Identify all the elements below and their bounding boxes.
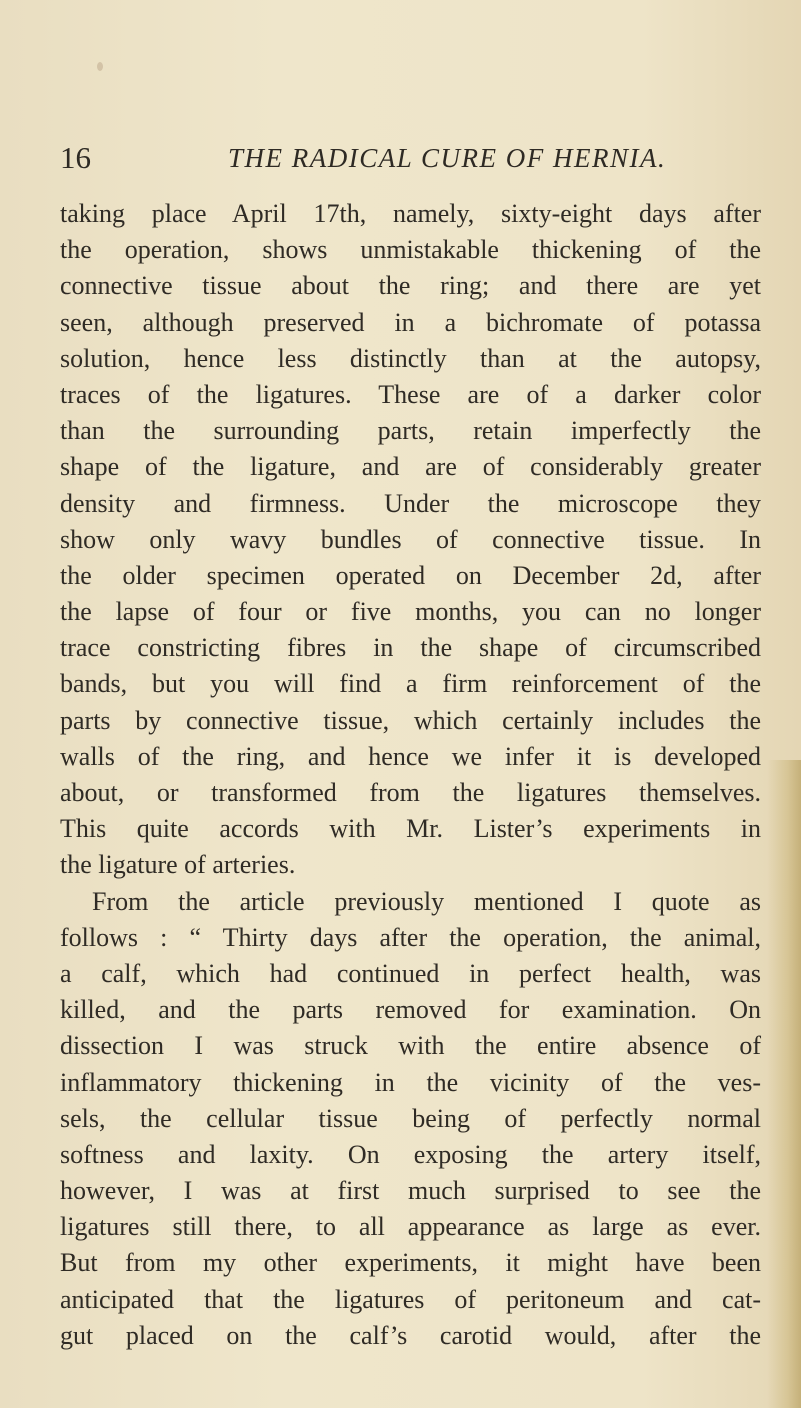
page-edge-shadow: [767, 760, 801, 1408]
text-line: shape of the ligature, and are of considerably greater: [60, 452, 761, 482]
text-line: connective tissue about the ring; and there are yet: [60, 271, 761, 301]
text-line: than the surrounding parts, retain imperfectly the: [60, 416, 761, 446]
text-line: the operation, shows unmistakable thickening of the: [60, 235, 761, 265]
paragraph-start-line: From the article previously mentioned I quote as: [92, 886, 761, 916]
text-line: follows : “ Thirty days after the operation, the animal,: [60, 922, 761, 952]
text-line: the older specimen operated on December 2d, after: [60, 560, 761, 590]
text-line: parts by connective tissue, which certainly includes the: [60, 705, 761, 735]
text-line: walls of the ring, and hence we infer it is developed: [60, 741, 761, 771]
text-line: traces of the ligatures. These are of a darker color: [60, 379, 761, 409]
text-line: the lapse of four or five months, you can no longer: [60, 597, 761, 627]
text-line: anticipated that the ligatures of peritoneum and cat-: [60, 1284, 761, 1314]
text-line: bands, but you will find a firm reinforcement of the: [60, 669, 761, 699]
text-line: inflammatory thickening in the vicinity of the ves-: [60, 1067, 761, 1097]
text-line: trace constricting fibres in the shape of circumscribed: [60, 633, 761, 663]
text-line: solution, hence less distinctly than at the autopsy,: [60, 343, 761, 373]
text-line: sels, the cellular tissue being of perfectly normal: [60, 1103, 761, 1133]
text-line: about, or transformed from the ligatures themselves.: [60, 778, 761, 807]
page-number: 16: [60, 140, 91, 175]
text-line: But from my other experiments, it might have been: [60, 1248, 761, 1278]
text-line: killed, and the parts removed for examination. On: [60, 995, 761, 1025]
text-line: softness and laxity. On exposing the artery itself,: [60, 1139, 761, 1169]
text-line: ligatures still there, to all appearance as large as ever.: [60, 1212, 761, 1242]
text-line: dissection I was struck with the entire absence of: [60, 1031, 761, 1061]
text-line: show only wavy bundles of connective tissue. In: [60, 524, 761, 554]
text-line: a calf, which had continued in perfect health, was: [60, 958, 761, 988]
running-title: THE RADICAL CURE OF HERNIA.: [228, 143, 667, 173]
text-line: seen, although preserved in a bichromate of potassa: [60, 307, 761, 337]
text-line: density and firmness. Under the microscope they: [60, 488, 761, 518]
body-text: [60, 196, 761, 1354]
text-line: This quite accords with Mr. Lister’s experiments in: [60, 814, 761, 844]
text-line: gut placed on the calf’s carotid would, after the: [60, 1320, 761, 1350]
text-line: taking place April 17th, namely, sixty-eight days after: [60, 199, 761, 228]
text-line: however, I was at first much surprised to see the: [60, 1176, 761, 1206]
paper-speck: [97, 62, 103, 71]
running-header: [60, 138, 760, 178]
paragraph-end-line: the ligature of arteries.: [60, 850, 296, 880]
